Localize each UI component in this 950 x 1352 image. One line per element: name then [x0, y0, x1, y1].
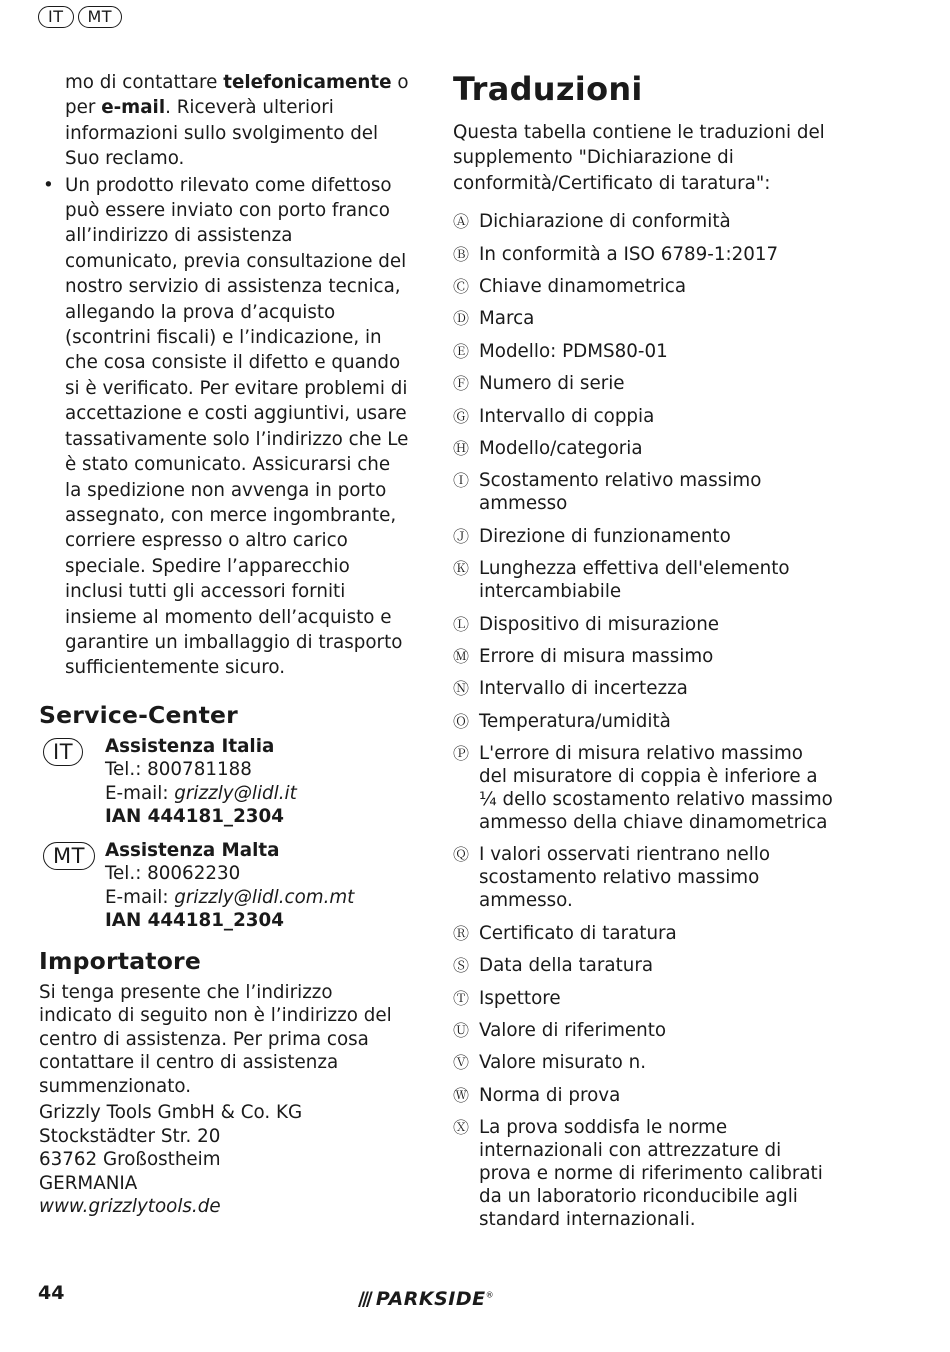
item-letter-icon: Ⓓ: [453, 309, 470, 329]
country-badge-mt: MT: [43, 842, 95, 870]
translation-item: [453, 843, 833, 912]
parkside-logo: [358, 1288, 494, 1310]
center-phone: Tel.: 800781188: [105, 759, 252, 781]
item-letter-icon: Ⓑ: [453, 244, 470, 264]
center-email-link[interactable]: grizzly@lidl.it: [174, 782, 297, 804]
item-text: Lunghezza effettiva dell'elemento intercambiabile: [479, 558, 790, 603]
translation-item: [453, 437, 833, 460]
translation-item: [453, 742, 833, 834]
item-text: Certificato di taratura: [479, 922, 677, 944]
item-text: Temperatura/umidità: [479, 710, 671, 732]
item-text: Numero di serie: [479, 373, 625, 395]
address-line: GERMANIA: [39, 1172, 138, 1194]
item-letter-icon: Ⓟ: [453, 744, 470, 764]
item-text: Valore misurato n.: [479, 1052, 647, 1074]
importer-heading: Importatore: [39, 946, 201, 975]
translation-item: [453, 405, 833, 428]
item-text: Chiave dinamometrica: [479, 276, 687, 297]
right-column: [453, 70, 833, 1241]
bullet-icon: •: [43, 174, 54, 196]
item-letter-icon: Ⓣ: [453, 988, 470, 1008]
translations-intro: Questa tabella contiene le traduzioni del supplemento "Dichiarazione di conformità/Certificato di taratura":: [453, 122, 825, 194]
translation-item: [453, 525, 833, 548]
service-center-italy: [39, 735, 409, 829]
item-text: Scostamento relativo massimo ammesso: [479, 470, 762, 515]
website-link[interactable]: www.grizzlytools.de: [39, 1196, 221, 1218]
center-phone: Tel.: 80062230: [105, 863, 241, 885]
item-text: Ispettore: [479, 987, 561, 1009]
intro-text: . Riceverà ulteriori informazioni sullo svolgimento del Suo reclamo.: [65, 97, 379, 170]
item-letter-icon: Ⓜ: [453, 646, 470, 666]
translation-item: [453, 243, 833, 266]
item-letter-icon: Ⓧ: [453, 1118, 470, 1138]
item-letter-icon: Ⓘ: [453, 471, 470, 491]
item-text: Modello/categoria: [479, 437, 643, 459]
service-center-heading: Service-Center: [39, 700, 238, 729]
center-email-link[interactable]: grizzly@lidl.com.mt: [174, 886, 355, 908]
registered-mark: ®: [485, 1290, 495, 1300]
translation-item: [453, 340, 833, 363]
contact-paragraph: [39, 70, 409, 172]
country-badge-it: IT: [43, 738, 83, 766]
center-ian: IAN 444181_2304: [105, 806, 284, 828]
item-letter-icon: Ⓙ: [453, 526, 470, 546]
intro-email-emphasis: e-mail: [101, 97, 166, 119]
translation-item: [453, 557, 833, 603]
logo-slashes-icon: ///: [358, 1288, 370, 1310]
item-letter-icon: Ⓞ: [453, 711, 470, 731]
language-badges: [38, 6, 122, 28]
translation-item: [453, 922, 833, 945]
bullet-text: Un prodotto rilevato come difettoso può essere inviato con porto franco all’indirizzo di assistenza comunicato, previa consultazione del nostro servizio di assistenza tecnica, allegando la prova d’acquisto (scontrini fiscali) e l’indicazione, in che cosa consiste il difetto e quando si è verificato. Per evitare problemi di accettazione e costi aggiuntivi, usare tassativamente solo l’indirizzo che Le è stato comunicato. Assicurarsi che la spedizione non avvenga in porto assegnato, con merce ingombrante, corriere espresso o altro carico speciale. Spedire l’apparecchio inclusi tutti gli accessori forniti insieme al momento dell’acquisto e garantire un imballaggio di trasporto sufficientemente sicuro.: [65, 174, 409, 679]
translation-item: [453, 210, 833, 233]
item-text: La prova soddisfa le norme internazionali con attrezzature di prova e norme di riferimento calibrati da un laboratorio riconducibile agli standard internazionali.: [479, 1117, 823, 1231]
item-text: Intervallo di coppia: [479, 405, 655, 427]
translation-item: [453, 469, 833, 515]
item-text: Norma di prova: [479, 1084, 621, 1106]
item-text: L'errore di misura relativo massimo del misuratore di coppia è inferiore a ¼ dello scostamento relativo massimo ammesso della chiave dinamometrica: [479, 743, 833, 834]
item-letter-icon: Ⓛ: [453, 614, 470, 634]
item-letter-icon: Ⓔ: [453, 341, 470, 361]
translation-item: [453, 1084, 833, 1107]
item-text: Dichiarazione di conformità: [479, 211, 731, 233]
intro-text: mo di contattare: [65, 72, 224, 93]
translation-item: [453, 645, 833, 668]
item-letter-icon: Ⓝ: [453, 679, 470, 699]
item-text: I valori osservati rientrano nello scostamento relativo massimo ammesso.: [479, 844, 771, 912]
translation-item: [453, 1019, 833, 1042]
center-ian: IAN 444181_2304: [105, 910, 284, 932]
translation-item: [453, 372, 833, 395]
item-text: Direzione di funzionamento: [479, 525, 731, 547]
importer-note: Si tenga presente che l’indirizzo indicato di seguito non è l’indirizzo del centro di assistenza. Per prima cosa contattare il centro di assistenza summenzionato.: [39, 981, 392, 1097]
item-letter-icon: Ⓤ: [453, 1021, 470, 1041]
address-line: Grizzly Tools GmbH & Co. KG: [39, 1102, 303, 1124]
left-column: [39, 70, 409, 1219]
item-letter-icon: Ⓕ: [453, 374, 470, 394]
item-text: Data della taratura: [479, 955, 654, 977]
email-label: E-mail:: [105, 782, 175, 804]
page-number: 44: [38, 1282, 65, 1304]
address-line: 63762 Großostheim: [39, 1149, 221, 1171]
center-name: Assistenza Malta: [105, 839, 280, 861]
item-letter-icon: Ⓗ: [453, 438, 470, 458]
translation-item: [453, 677, 833, 700]
item-letter-icon: Ⓡ: [453, 923, 470, 943]
translation-item: [453, 275, 833, 298]
language-badge-it: IT: [38, 6, 74, 28]
translation-item: [453, 710, 833, 733]
item-text: Errore di misura massimo: [479, 645, 714, 667]
item-letter-icon: Ⓚ: [453, 559, 470, 579]
center-name: Assistenza Italia: [105, 735, 275, 757]
item-text: Valore di riferimento: [479, 1020, 667, 1042]
center-email-line: [105, 782, 409, 806]
item-text: Modello: PDMS80-01: [479, 340, 668, 362]
translations-list: [453, 210, 833, 1231]
item-text: Marca: [479, 308, 535, 330]
item-letter-icon: Ⓖ: [453, 406, 470, 426]
item-text: In conformità a ISO 6789-1:2017: [479, 243, 779, 265]
item-text: Intervallo di incertezza: [479, 678, 688, 700]
translations-heading: Traduzioni: [453, 70, 643, 108]
translation-item: [453, 954, 833, 977]
address-line: Stockstädter Str. 20: [39, 1125, 221, 1147]
bullet-item: [39, 173, 409, 681]
translation-item: [453, 987, 833, 1010]
item-letter-icon: Ⓢ: [453, 956, 470, 976]
item-letter-icon: Ⓠ: [453, 845, 470, 865]
item-letter-icon: Ⓥ: [453, 1053, 470, 1073]
intro-text: o per: [65, 72, 409, 119]
translation-item: [453, 307, 833, 330]
item-letter-icon: Ⓒ: [453, 277, 470, 296]
translation-item: [453, 1051, 833, 1074]
email-label: E-mail:: [105, 886, 175, 908]
center-email-line: [105, 886, 409, 910]
intro-phone-emphasis: telefonicamente: [223, 72, 392, 93]
importer-address: [39, 1101, 409, 1219]
language-badge-mt: MT: [78, 6, 123, 28]
item-letter-icon: Ⓐ: [453, 212, 470, 232]
translation-item: [453, 613, 833, 636]
item-letter-icon: Ⓦ: [453, 1085, 470, 1105]
item-text: Dispositivo di misurazione: [479, 613, 720, 635]
translation-item: [453, 1116, 833, 1231]
logo-wordmark: PARKSIDE: [375, 1288, 486, 1310]
service-center-malta: [39, 839, 409, 933]
